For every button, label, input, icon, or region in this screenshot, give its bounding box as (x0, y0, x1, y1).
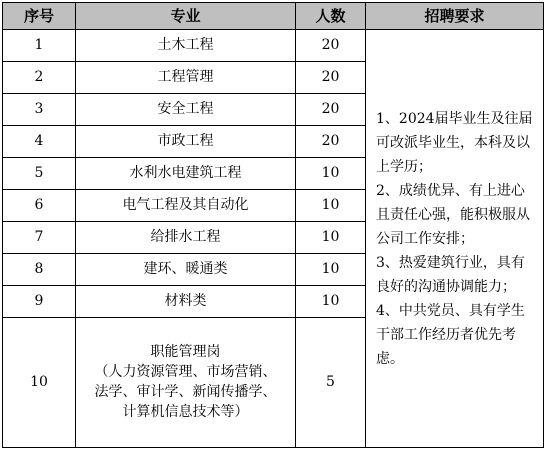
row-count: 20 (296, 125, 366, 157)
row-no: 4 (3, 125, 76, 157)
row-count: 10 (296, 285, 366, 317)
requirement-item: 1、2024届毕业生及往届可改派毕业生，本科及以上学历； (376, 110, 533, 175)
row-no: 3 (3, 93, 76, 125)
row-major: 工程管理 (76, 61, 296, 93)
requirements-cell (366, 30, 544, 448)
row-no: 1 (3, 30, 76, 62)
row-no: 2 (3, 61, 76, 93)
header-row (3, 3, 544, 30)
row-count: 10 (296, 189, 366, 221)
row-major: 建环、暖通类 (76, 253, 296, 285)
row-no: 6 (3, 189, 76, 221)
row-count: 10 (296, 221, 366, 253)
row-no: 5 (3, 157, 76, 189)
row-major: 水利水电建筑工程 (76, 157, 296, 189)
major-line: （人力资源管理、市场营销、 (94, 364, 277, 381)
row-major (76, 317, 296, 447)
row-count: 20 (296, 93, 366, 125)
row-no: 8 (3, 253, 76, 285)
row-major: 土木工程 (76, 30, 296, 62)
recruitment-table (2, 2, 544, 448)
row-major: 给排水工程 (76, 221, 296, 253)
row-no: 10 (3, 317, 76, 447)
row-count: 20 (296, 30, 366, 62)
row-count: 20 (296, 61, 366, 93)
row-count: 5 (296, 317, 366, 447)
row-major: 材料类 (76, 285, 296, 317)
row-no: 9 (3, 285, 76, 317)
requirement-item: 2、成绩优异、有上进心且责任心强，能积极服从公司工作安排； (376, 182, 530, 247)
row-no: 7 (3, 221, 76, 253)
row-major: 安全工程 (76, 93, 296, 125)
header-no: 序号 (3, 3, 76, 30)
major-line: 计算机信息技术等） (122, 404, 249, 421)
header-requirements: 招聘要求 (366, 3, 544, 30)
row-count: 10 (296, 253, 366, 285)
requirement-item: 3、热爱建筑行业，具有良好的沟通协调能力； (376, 254, 525, 295)
row-count: 10 (296, 157, 366, 189)
header-count: 人数 (296, 3, 366, 30)
row-major: 市政工程 (76, 125, 296, 157)
header-major: 专业 (76, 3, 296, 30)
table-row (3, 30, 544, 62)
row-major: 电气工程及其自动化 (76, 189, 296, 221)
major-line: 职能管理岗 (150, 344, 221, 361)
major-line: 法学、审计学、新闻传播学、 (94, 384, 277, 401)
requirement-item: 4、中共党员、具有学生干部工作经历者优先考虑。 (376, 302, 525, 367)
